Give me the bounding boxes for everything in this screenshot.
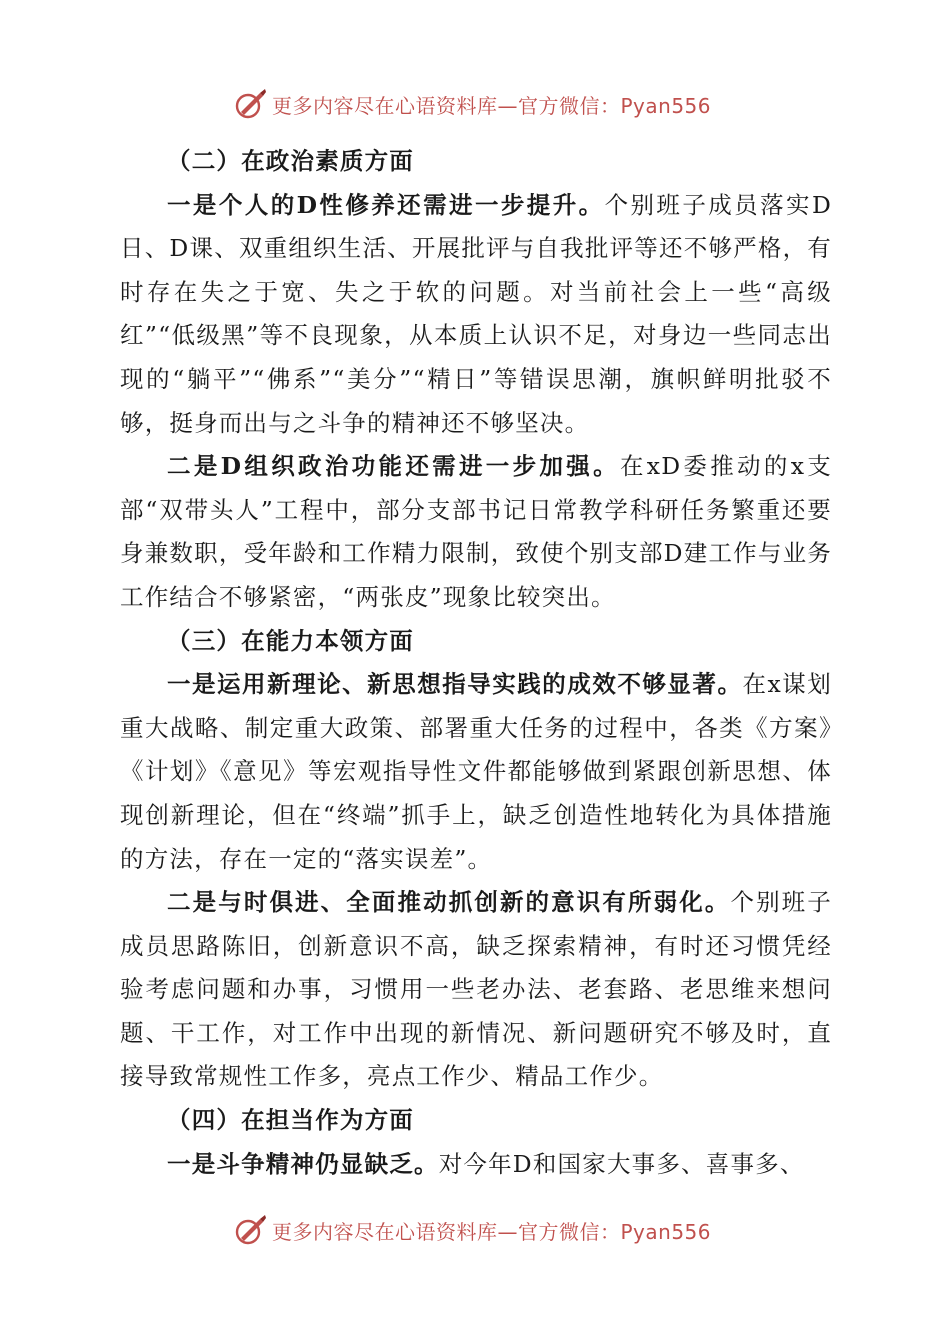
paragraph-lead: 一是个人的D性修养还需进一步提升。 (167, 190, 605, 219)
paragraph-body: 个别班子成员落实D日、D课、双重组织生活、开展批评与自我批评等还不够严格，有时存在失之于宽、失之于软的问题。对当前社会上一些“高级红”“低级黑”等不良现象，从本质上认识不足，对身边一些同志出现的“躺平”“佛系”“美分”“精日”等错误思潮，旗帜鲜明批驳不够，挺身而出与之斗争的精神还不够坚决。 (120, 190, 832, 437)
paragraph (120, 1143, 832, 1187)
paragraph (120, 445, 832, 619)
paragraph-body: 在xD委推动的x支部“双带头人”工程中，部分支部书记日常教学科研任务繁重还要身兼数职，受年龄和工作精力限制，致使个别支部D建工作与业务工作结合不够紧密，“两张皮”现象比较突出。 (120, 452, 832, 611)
paragraph-lead: 二是与时俱进、全面推动抓创新的意识有所弱化。 (167, 888, 731, 917)
pen-logo-icon (232, 1212, 268, 1248)
paragraph (120, 881, 832, 1099)
paragraph-body: 个别班子成员思路陈旧，创新意识不高，缺乏探索精神，有时还习惯凭经验考虑问题和办事，习惯用一些老办法、老套路、老思维来想问题、干工作，对工作中出现的新情况、新问题研究不够及时，直接导致常规性工作多，亮点工作少、精品工作少。 (120, 888, 832, 1091)
watermark-text: 更多内容尽在心语资料库—官方微信：Pyan556 (272, 93, 712, 118)
paragraph-lead: 一是斗争精神仍显缺乏。 (167, 1149, 439, 1178)
paragraph-body: 在x谋划重大战略、制定重大政策、部署重大任务的过程中，各类《方案》《计划》《意见》等宏观指导性文件都能够做到紧跟创新思想、体现创新理论，但在“终端”抓手上，缺乏创造性地转化为具体措施的方法，存在一定的“落实误差”。 (120, 670, 832, 873)
paragraph (120, 663, 832, 881)
paragraph-lead: 二是D组织政治功能还需进一步加强。 (167, 452, 620, 481)
paragraph-lead: 一是运用新理论、新思想指导实践的成效不够显著。 (167, 670, 743, 699)
watermark-header (232, 84, 711, 124)
watermark-footer (232, 1210, 711, 1250)
document-body (120, 140, 832, 1186)
paragraph (120, 184, 832, 446)
section-heading: （三）在能力本领方面 (167, 626, 414, 655)
watermark-text: 更多内容尽在心语资料库—官方微信：Pyan556 (272, 1219, 712, 1244)
section-heading: （二）在政治素质方面 (167, 147, 414, 175)
section-heading: （四）在担当作为方面 (167, 1106, 414, 1135)
paragraph-body: 对今年D和国家大事多、喜事多、 (438, 1149, 805, 1178)
pen-logo-icon (232, 86, 268, 122)
